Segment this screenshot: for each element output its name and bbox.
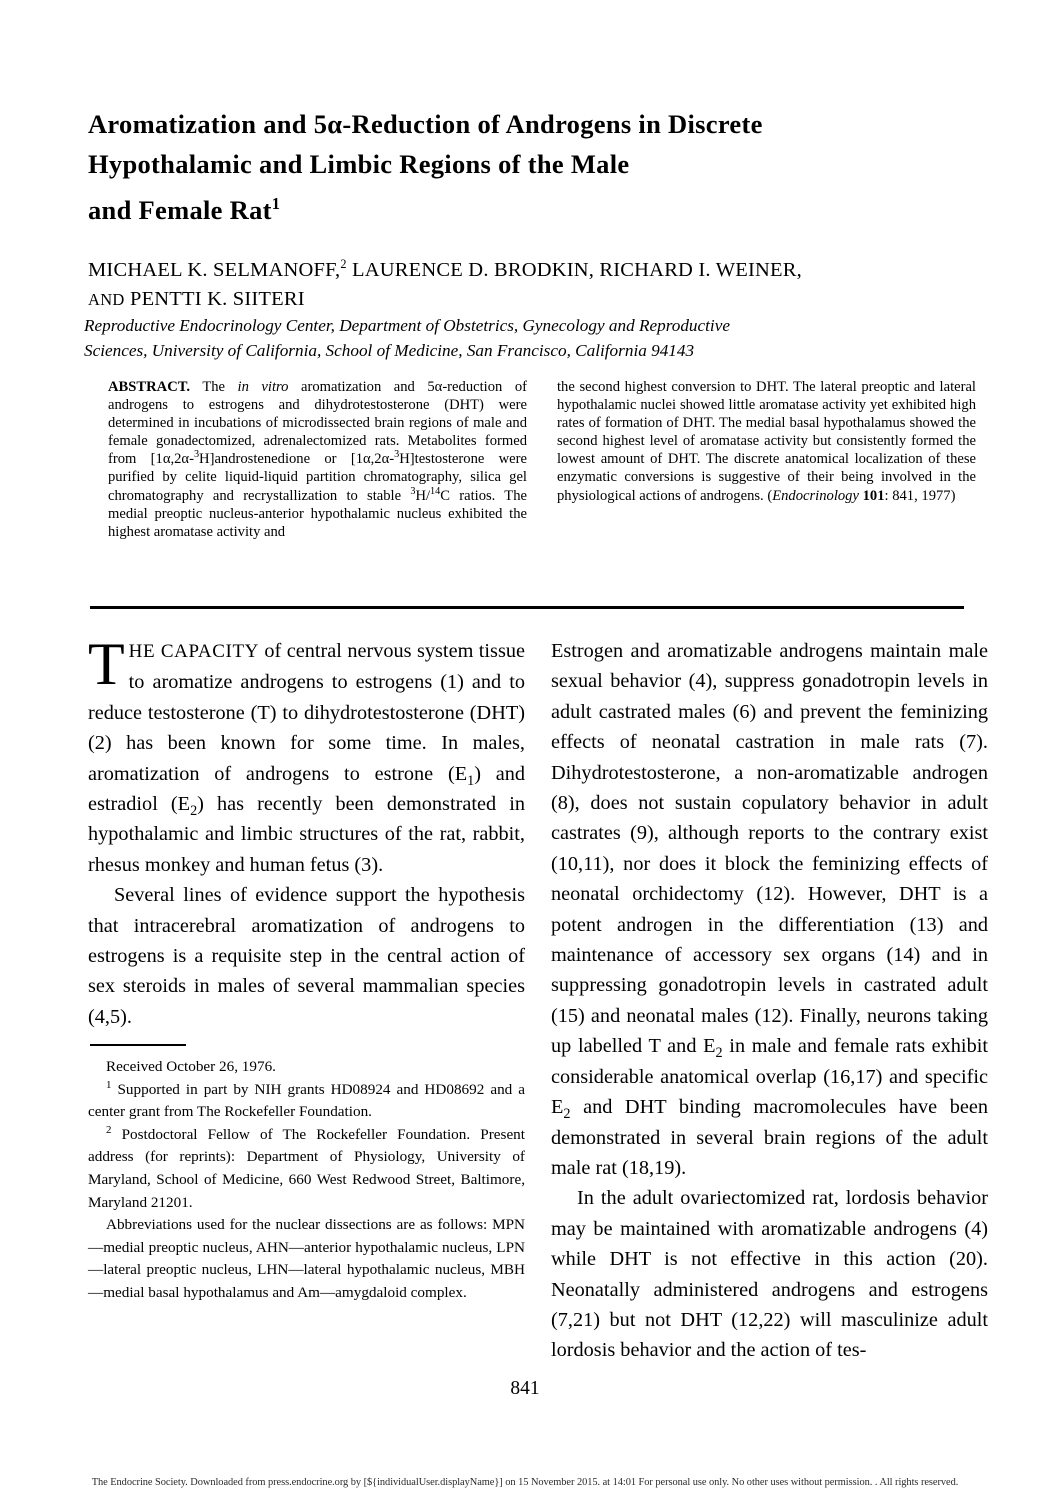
footnote-1-marker: 1 — [106, 1078, 112, 1091]
body-paragraph-3-text: Estrogen and aromatizable androgens maintain male sexual behavior (4), suppress gonadotropin levels in adult castrated males (6) and prevent the feminizing effects of neonatal castration in male rats (7). Dihydrotestosterone, a non-aromatizable androgen (8), does not sustain copulatory behavior in adult castrates (9), although reports to the contrary exist (10,11), nor does it block the feminizing effects of neonatal orchidectomy (12). However, DHT is a potent androgen in the differentiation (13) and maintenance of accessory sex organs (14) and in suppressing gonadotropin levels in castrated adult (15) and neonatal males (12). Finally, neurons taking up labelled T and E — [551, 640, 988, 1058]
abstract-italic-invitro: in vitro — [237, 379, 289, 395]
abstract-journal-name: Endocrinology — [772, 487, 859, 504]
affiliation-line-1: Reproductive Endocrinology Center, Department of Obstetrics, Gynecology and Reproductive — [84, 316, 730, 335]
section-divider-rule — [90, 606, 964, 609]
authors-line-1 — [88, 250, 978, 285]
body-paragraph-1-end: ) has recently been demonstrated in hypothalamic and limbic structures of the rat, rabbit, rhesus monkey and human fetus (3). — [88, 793, 525, 876]
author-footnote-marker: 2 — [340, 257, 347, 271]
footnote-separator-rule — [90, 1044, 186, 1046]
abstract-right-text-b: : 841, 1977) — [884, 487, 956, 504]
drop-cap: T — [88, 631, 125, 697]
abstract-heading: ABSTRACT. — [108, 379, 191, 395]
footnote-2 — [88, 1124, 525, 1214]
abstract-text-e: H/ — [415, 487, 431, 504]
title-line-2: Hypothalamic and Limbic Regions of the Male — [88, 149, 630, 179]
footnote-1 — [88, 1079, 525, 1124]
opening-small-caps: HE CAPACITY — [128, 641, 259, 662]
abstract-sup-4: 14 — [430, 485, 441, 497]
abstract-right-text-a: the second highest conversion to DHT. The lateral preoptic and lateral hypothalamic nuclei showed little aromatase activity yet exhibited high rates of formation of DHT. The medial basal hypothalamus showed the second highest level of aromatase activity but consistently formed the lowest amount of DHT. The discrete anatomical localization of these enzymatic conversions is suggestive of their being involved in the physiological actions of androgens. ( — [557, 379, 976, 504]
body-paragraph-4: In the adult ovariectomized rat, lordosis behavior may be maintained with aromatizable androgens (4) while DHT is not effective in this action (20). Neonatally administered androgens and estrogens (7,21) but not DHT (12,22) will masculinize adult lordosis behavior and the action of tes- — [551, 1187, 988, 1362]
abstract-column-left — [108, 378, 527, 541]
abstract-text-a: The — [190, 379, 238, 395]
title-line-3 — [88, 184, 968, 230]
title-line-1: Aromatization and 5α-Reduction of Androgens in Discrete — [88, 109, 763, 139]
abstract-paragraph-right — [557, 378, 976, 505]
author-primary: MICHAEL K. SELMANOFF, — [88, 258, 341, 281]
abstract-volume: 101 — [858, 487, 885, 504]
authors-line-2 — [88, 285, 978, 314]
estrone-subscript: 1 — [467, 772, 475, 789]
page-number: 841 — [510, 1378, 540, 1399]
footnote-2-marker: 2 — [106, 1123, 112, 1136]
page-title — [88, 104, 968, 230]
authors-rest: LAURENCE D. BRODKIN, RICHARD I. WEINER, — [346, 258, 802, 281]
abstract-sup-2: 3 — [394, 449, 400, 461]
download-footer-note: The Endocrine Society. Downloaded from press.endocrine.org by [${individualUser.displayName}] on 15 November 2015. at 14:01 For personal use only. No other uses without permission. . All rights reserved. — [91, 1477, 959, 1488]
estradiol-subscript: 2 — [190, 803, 198, 820]
affiliation — [84, 313, 980, 363]
footnote-received-date: Received October 26, 1976. — [106, 1058, 276, 1075]
body-paragraph-3-mid: in male and female rats exhibit considerable anatomical overlap (16,17) and specific E — [551, 1035, 988, 1119]
body-paragraph-1 — [88, 631, 525, 880]
body-column-left — [88, 631, 525, 1032]
abstract-text-d: H]testosterone were purified by celite liquid-liquid partition chromatography, silica gel chromatography and recrystallization to stable — [108, 451, 528, 504]
abstract-sup-1: 3 — [193, 449, 200, 461]
authors-conjunction: AND — [88, 289, 125, 309]
abstract-paragraph-left — [108, 378, 527, 541]
body-paragraph-1-mid: ) and estradiol (E — [88, 762, 525, 816]
body-paragraph-2: Several lines of evidence support the hypothesis that intracerebral aromatization of androgens to estrogens is a requisite step in the central action of sex steroids in males of several mammalian species (4,5). — [88, 884, 525, 1028]
footnote-2-text: Postdoctoral Fellow of The Rockefeller Foundation. Present address (for reprints): Department of Physiology, University of Maryland, School of Medicine, 660 West Redwood Street, Baltimore, Maryland 21201. — [88, 1125, 525, 1211]
abstract-text-b: aromatization and 5α-reduction of androgens to estrogens and dihydrotestosterone (DHT) were determined in incubations of microdissected brain regions of male and female gonadectomized, adrenalectomized rats. Metabolites formed from [1α,2α- — [108, 379, 527, 468]
abstract — [108, 378, 976, 541]
author-list — [88, 250, 978, 314]
body-paragraph-1-text: of central nervous system tissue to aromatize androgens to estrogens (1) and to reduce testosterone (T) to dihydrotestosterone (DHT) (2) has been known for some time. In males, aromatization of androgens to estrone (E — [88, 640, 525, 785]
title-footnote-marker: 1 — [271, 194, 281, 213]
author-last: PENTTI K. SIITERI — [124, 287, 305, 310]
footnotes — [88, 1056, 525, 1305]
abstract-text-c: H]androstenedione or [1α,2α- — [199, 451, 395, 468]
body-column-right — [551, 636, 988, 1366]
abstract-sup-3: 3 — [410, 485, 416, 497]
title-line-3-text: and Female Rat — [88, 194, 272, 225]
body-paragraph-3 — [551, 636, 988, 1183]
affiliation-line-2: Sciences, University of California, School of Medicine, San Francisco, California 94143 — [84, 341, 695, 360]
estradiol-subscript-2: 2 — [715, 1045, 723, 1062]
estradiol-subscript-3: 2 — [563, 1106, 571, 1123]
footnote-1-text: Supported in part by NIH grants HD08924 and HD08692 and a center grant from The Rockefeller Foundation. — [88, 1080, 525, 1121]
footnote-abbreviations: Abbreviations used for the nuclear dissections are as follows: MPN—medial preoptic nucleus, AHN—anterior hypothalamic nucleus, LPN—lateral preoptic nucleus, LHN—lateral hypothalamic nucleus, MBH—medial basal hypothalamus and Am—amygdaloid complex. — [88, 1216, 525, 1301]
abstract-text-f: C ratios. The medial preoptic nucleus-anterior hypothalamic nucleus exhibited the highest aromatase activity and — [108, 487, 527, 540]
body-paragraph-3-end: and DHT binding macromolecules have been demonstrated in several brain regions of the adult male rat (18,19). — [551, 1096, 988, 1179]
abstract-column-right — [557, 378, 976, 541]
